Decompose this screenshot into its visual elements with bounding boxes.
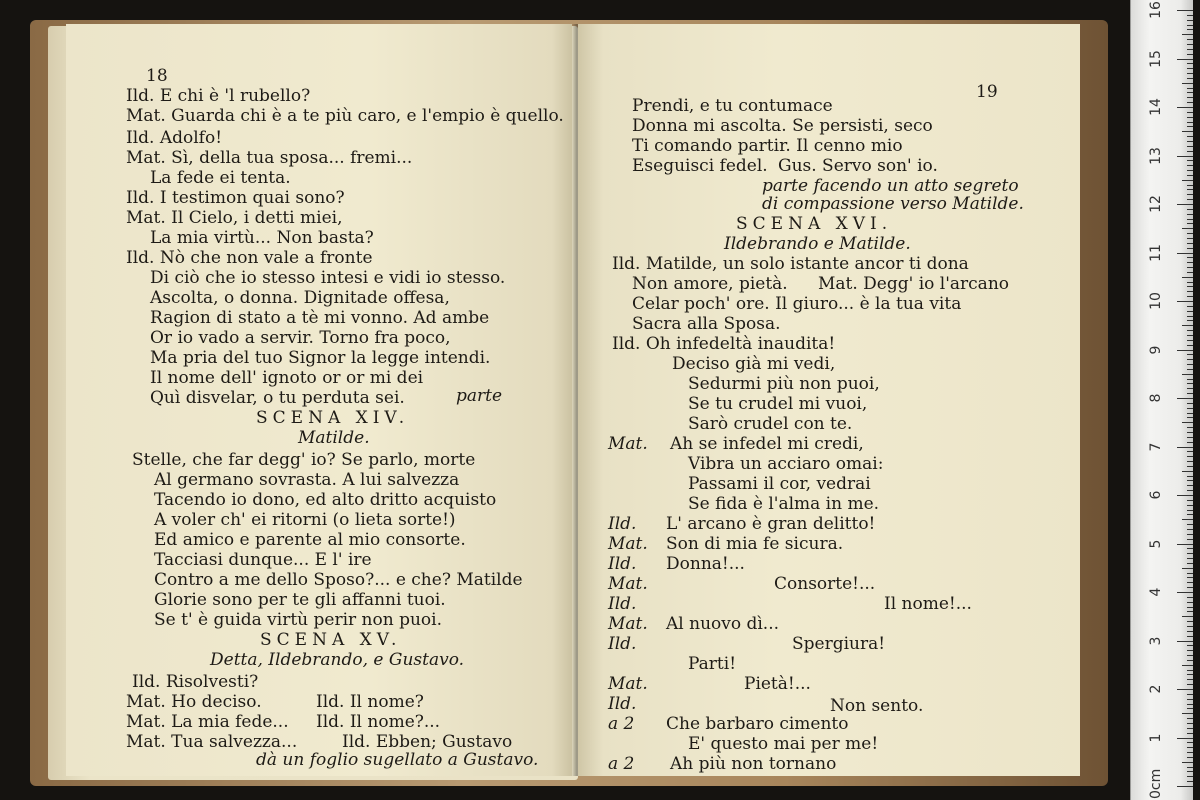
ruler-tick (1187, 15, 1193, 16)
text-line: La mia virtù... Non basta? (150, 228, 374, 248)
ruler-tick (1177, 301, 1193, 302)
ruler-tick (1187, 577, 1193, 578)
text-line: Che barbaro cimento (666, 714, 849, 734)
ruler-tick (1187, 573, 1193, 574)
ruler-tick (1177, 10, 1193, 11)
text-line: Stelle, che far degg' io? Se parlo, morte (132, 450, 476, 470)
text-line: Tacendo io dono, ed alto dritto acquisto (154, 490, 497, 510)
ruler-tick (1187, 524, 1193, 525)
ruler-tick (1187, 660, 1193, 661)
text-line: Ti comando partir. Il cenno mio (632, 136, 903, 156)
ruler-tick (1187, 597, 1193, 598)
ruler-tick (1187, 733, 1193, 734)
ruler-tick (1177, 107, 1193, 108)
ruler-tick (1187, 611, 1193, 612)
ruler-tick (1187, 165, 1193, 166)
ruler-tick (1187, 316, 1193, 317)
text-line: Se tu crudel mi vuoi, (688, 394, 868, 414)
ruler-tick (1187, 286, 1193, 287)
stage-direction: di compassione verso Matilde. (762, 194, 1024, 214)
ruler-tick (1187, 214, 1193, 215)
ruler-tick (1187, 466, 1193, 467)
ruler-tick (1187, 679, 1193, 680)
speaker-label: a 2 (608, 714, 635, 734)
ruler-tick (1187, 383, 1193, 384)
ruler-tick (1187, 403, 1193, 404)
ruler-tick (1187, 451, 1193, 452)
text-line: Deciso già mi vedi, (672, 354, 836, 374)
ruler-tick (1187, 39, 1193, 40)
ruler-tick (1187, 122, 1193, 123)
ruler-tick (1187, 29, 1193, 30)
ruler-tick (1187, 539, 1193, 540)
ruler-tick (1187, 480, 1193, 481)
text-line: Mat. Il Cielo, i detti miei, (126, 208, 343, 228)
ruler-tick (1187, 92, 1193, 93)
ruler-tick (1187, 170, 1193, 171)
ruler-tick (1187, 510, 1193, 511)
ruler-tick (1187, 88, 1193, 89)
text-line: Mat. Degg' io l'arcano (818, 274, 1010, 294)
ruler-number: 14 (1148, 98, 1164, 116)
text-line: Pietà!... (744, 674, 811, 694)
ruler-tick (1187, 645, 1193, 646)
text-line: Sedurmi più non puoi, (688, 374, 880, 394)
ruler-tick (1187, 194, 1193, 195)
ruler-tick (1182, 762, 1193, 763)
text-line: Non sento. (830, 696, 924, 716)
ruler-number: 13 (1148, 146, 1164, 165)
scene-characters: Matilde. (298, 428, 370, 448)
ruler-tick (1177, 398, 1193, 399)
ruler-tick (1187, 674, 1193, 675)
text-line: Ed amico e parente al mio consorte. (154, 530, 466, 550)
ruler-tick (1187, 757, 1193, 758)
ruler-number: 12 (1148, 195, 1164, 213)
ruler-tick (1187, 117, 1193, 118)
ruler-tick (1187, 233, 1193, 234)
ruler-number: 0cm (1148, 768, 1164, 799)
ruler-tick (1187, 563, 1193, 564)
ruler-tick (1187, 548, 1193, 549)
scene-characters: Ildebrando e Matilde. (724, 234, 911, 254)
ruler-tick (1177, 689, 1193, 690)
text-line: L' arcano è gran delitto! (666, 514, 876, 534)
ruler-tick (1187, 345, 1193, 346)
speaker-label: Mat. (608, 674, 648, 694)
ruler-tick (1187, 320, 1193, 321)
ruler-tick (1187, 631, 1193, 632)
ruler-tick (1177, 592, 1193, 593)
speaker-label: Ild. (608, 554, 637, 574)
ruler-tick (1187, 335, 1193, 336)
ruler-tick (1177, 544, 1193, 545)
ruler-tick (1187, 311, 1193, 312)
ruler-tick (1187, 68, 1193, 69)
ruler-tick (1187, 369, 1193, 370)
ruler-tick (1177, 204, 1193, 205)
ruler-tick (1187, 582, 1193, 583)
ruler-tick (1187, 432, 1193, 433)
ruler-tick (1187, 417, 1193, 418)
text-line: Sarò crudel con te. (688, 414, 853, 434)
page-number: 18 (146, 66, 168, 86)
scene-characters: Detta, Ildebrando, e Gustavo. (210, 650, 465, 670)
right-page (578, 24, 1080, 776)
ruler-tick (1187, 257, 1193, 258)
ruler-tick (1187, 413, 1193, 414)
ruler-number: 11 (1148, 243, 1164, 262)
ruler-tick (1187, 456, 1193, 457)
text-line: Tacciasi dunque... E l' ire (154, 550, 372, 570)
ruler-tick (1182, 277, 1193, 278)
speaker-label: Ild. (608, 634, 637, 654)
ruler-tick (1187, 151, 1193, 152)
text-line: Contro a me dello Sposo?... e che? Matilde (154, 570, 523, 590)
speaker-label: Mat. (608, 534, 648, 554)
text-line: Mat. La mia fede... (126, 712, 289, 732)
ruler-tick (1187, 209, 1193, 210)
ruler-tick (1187, 514, 1193, 515)
ruler-tick (1187, 476, 1193, 477)
ruler-number: 16 (1148, 1, 1164, 19)
ruler-tick (1187, 558, 1193, 559)
ruler-tick (1187, 670, 1193, 671)
ruler-tick (1187, 354, 1193, 355)
ruler-tick (1177, 156, 1193, 157)
ruler-tick (1182, 471, 1193, 472)
text-line: Il nome dell' ignoto or or mi dei (150, 368, 424, 388)
ruler-tick (1187, 553, 1193, 554)
ruler-tick (1187, 340, 1193, 341)
ruler-number: 7 (1148, 442, 1164, 451)
ruler-tick (1187, 771, 1193, 772)
stage-direction: parte (456, 386, 503, 406)
ruler-tick (1177, 641, 1193, 642)
ruler-tick (1187, 97, 1193, 98)
ruler-tick (1187, 185, 1193, 186)
text-line: Di ciò che io stesso intesi e vidi io stesso. (150, 268, 506, 288)
ruler-tick (1187, 102, 1193, 103)
ruler-number: 4 (1148, 587, 1164, 597)
ruler-tick (1187, 776, 1193, 777)
ruler-tick (1187, 747, 1193, 748)
ruler-tick (1187, 262, 1193, 263)
ruler-tick (1187, 684, 1193, 685)
ruler-tick (1187, 699, 1193, 700)
ruler-tick (1182, 228, 1193, 229)
text-line: Celar poch' ore. Il giuro... è la tua vita (632, 294, 962, 314)
ruler-tick (1187, 136, 1193, 137)
ruler-tick (1177, 59, 1193, 60)
ruler-tick (1187, 44, 1193, 45)
text-line: Ragion di stato a tè mi vonno. Ad ambe (150, 308, 490, 328)
ruler-tick (1182, 83, 1193, 84)
text-line: A voler ch' ei ritorni (o lieta sorte!) (154, 510, 456, 530)
ruler-tick (1182, 713, 1193, 714)
ruler-tick (1187, 238, 1193, 239)
ruler-tick (1187, 437, 1193, 438)
text-line: Ild. Oh infedeltà inaudita! (612, 334, 836, 354)
ruler-tick (1187, 282, 1193, 283)
ruler-tick (1187, 529, 1193, 530)
text-line: Ah se infedel mi credi, (670, 434, 864, 454)
ruler-tick (1187, 359, 1193, 360)
ruler-tick (1187, 296, 1193, 297)
ruler-tick (1187, 636, 1193, 637)
ruler-tick (1187, 602, 1193, 603)
ruler-tick (1187, 461, 1193, 462)
text-line: Son di mia fe sicura. (666, 534, 844, 554)
text-line: La fede ei tenta. (150, 168, 291, 188)
left-page (66, 24, 572, 776)
speaker-label: Mat. (608, 434, 648, 454)
text-line: Mat. Guarda chi è a te più caro, e l'empio è quello. (126, 106, 564, 126)
ruler-tick (1187, 723, 1193, 724)
text-line: Ild. E chi è 'l rubello? (126, 86, 311, 106)
ruler-tick (1187, 219, 1193, 220)
text-line: Al germano sovrasta. A lui salvezza (154, 470, 460, 490)
ruler-tick (1187, 243, 1193, 244)
ruler-tick (1187, 490, 1193, 491)
speaker-label: Ild. (608, 694, 637, 714)
text-line: Mat. Ho deciso. (126, 692, 262, 712)
ruler-tick (1182, 325, 1193, 326)
ruler-tick (1187, 650, 1193, 651)
ruler-tick (1187, 223, 1193, 224)
ruler-tick (1187, 25, 1193, 26)
ruler-tick (1187, 655, 1193, 656)
text-line: Ild. Adolfo! (126, 128, 223, 148)
text-line: Parti! (688, 654, 737, 674)
ruler-tick (1187, 54, 1193, 55)
scene-heading: SCENA XV. (260, 630, 402, 650)
text-line: Ild. Il nome?... (316, 712, 441, 732)
ruler-tick (1187, 141, 1193, 142)
speaker-label: Mat. (608, 574, 648, 594)
ruler-tick (1187, 73, 1193, 74)
text-line: Il nome!... (884, 594, 972, 614)
stage-direction: dà un foglio sugellato a Gustavo. (256, 750, 539, 770)
ruler-tick (1182, 616, 1193, 617)
ruler-tick (1187, 442, 1193, 443)
ruler-tick (1187, 500, 1193, 501)
ruler-tick (1182, 374, 1193, 375)
text-line: Donna mi ascolta. Se persisti, seco (632, 116, 933, 136)
text-line: Ah più non tornano (670, 754, 837, 774)
ruler-number: 10 (1148, 292, 1164, 310)
measuring-ruler (1130, 0, 1193, 800)
ruler-tick (1177, 253, 1193, 254)
text-line: Ild. I testimon quai sono? (126, 188, 345, 208)
text-line: Spergiura! (792, 634, 886, 654)
text-line: Gus. Servo son' io. (778, 156, 938, 176)
text-line: Consorte!... (774, 574, 876, 594)
text-line: Vibra un acciaro omai: (688, 454, 884, 474)
ruler-tick (1177, 447, 1193, 448)
ruler-tick (1187, 718, 1193, 719)
ruler-tick (1187, 112, 1193, 113)
stage-direction: parte facendo un atto segreto (762, 176, 1019, 196)
ruler-tick (1187, 626, 1193, 627)
speaker-label: Ild. (608, 514, 637, 534)
text-line: Ild. Nò che non vale a fronte (126, 248, 373, 268)
text-line: Donna!... (666, 554, 745, 574)
speaker-label: Mat. (608, 614, 648, 634)
ruler-number: 8 (1148, 393, 1164, 403)
ruler-number: 3 (1148, 636, 1164, 645)
ruler-number: 2 (1148, 684, 1164, 694)
ruler-tick (1187, 175, 1193, 176)
ruler-number: 6 (1148, 490, 1164, 500)
ruler-tick (1187, 146, 1193, 147)
ruler-tick (1187, 427, 1193, 428)
ruler-number: 15 (1148, 49, 1164, 68)
ruler-tick (1187, 20, 1193, 21)
scene-heading: SCENA XIV. (256, 408, 410, 428)
ruler-tick (1187, 63, 1193, 64)
text-line: Sacra alla Sposa. (632, 314, 781, 334)
ruler-tick (1182, 665, 1193, 666)
text-line: Mat. Tua salvezza... (126, 732, 298, 752)
text-line: E' questo mai per me! (688, 734, 879, 754)
ruler-number: 5 (1148, 539, 1164, 548)
text-line: Quì disvelar, o tu perduta sei. (150, 388, 405, 408)
ruler-tick (1187, 379, 1193, 380)
ruler-tick (1187, 781, 1193, 782)
ruler-tick (1187, 248, 1193, 249)
ruler-tick (1177, 738, 1193, 739)
text-line: Ma pria del tuo Signor la legge intendi. (150, 348, 491, 368)
text-line: Or io vado a servir. Torno fra poco, (150, 328, 451, 348)
ruler-tick (1182, 519, 1193, 520)
text-line: Se fida è l'alma in me. (688, 494, 880, 514)
ruler-tick (1187, 49, 1193, 50)
ruler-tick (1177, 495, 1193, 496)
ruler-tick (1187, 78, 1193, 79)
text-line: Ild. Risolvesti? (132, 672, 259, 692)
ruler-tick (1187, 272, 1193, 273)
ruler-tick (1187, 393, 1193, 394)
ruler-tick (1182, 568, 1193, 569)
ruler-tick (1187, 364, 1193, 365)
page-number: 19 (976, 82, 998, 102)
text-line: Al nuovo dì... (666, 614, 780, 634)
speaker-label: Ild. (608, 594, 637, 614)
ruler-tick (1187, 694, 1193, 695)
ruler-tick (1187, 742, 1193, 743)
speaker-label: a 2 (608, 754, 635, 774)
scene-heading: SCENA XVI. (736, 214, 893, 234)
text-line: Glorie sono per te gli affanni tuoi. (154, 590, 446, 610)
ruler-tick (1187, 267, 1193, 268)
text-line: Se t' è guida virtù perir non puoi. (154, 610, 443, 630)
ruler-tick (1187, 621, 1193, 622)
ruler-tick (1187, 728, 1193, 729)
ruler-tick (1182, 131, 1193, 132)
ruler-tick (1187, 291, 1193, 292)
text-line: Ild. Ebben; Gustavo (342, 732, 513, 752)
ruler-tick (1182, 180, 1193, 181)
ruler-tick (1187, 587, 1193, 588)
ruler-tick (1187, 189, 1193, 190)
ruler-tick (1187, 388, 1193, 389)
ruler-tick (1187, 126, 1193, 127)
ruler-tick (1187, 160, 1193, 161)
ruler-tick (1187, 306, 1193, 307)
text-line: Ild. Matilde, un solo istante ancor ti dona (612, 254, 969, 274)
ruler-tick (1187, 330, 1193, 331)
ruler-tick (1177, 350, 1193, 351)
ruler-tick (1187, 752, 1193, 753)
ruler-tick (1187, 708, 1193, 709)
ruler-tick (1182, 34, 1193, 35)
ruler-tick (1182, 422, 1193, 423)
ruler-tick (1187, 505, 1193, 506)
text-line: Ild. Il nome? (316, 692, 424, 712)
text-line: Prendi, e tu contumace (632, 96, 833, 116)
text-line: Eseguisci fedel. (632, 156, 768, 176)
ruler-tick (1187, 767, 1193, 768)
ruler-tick (1187, 704, 1193, 705)
ruler-number: 9 (1148, 345, 1164, 354)
ruler-number: 1 (1148, 733, 1164, 742)
text-line: Ascolta, o donna. Dignitade offesa, (150, 288, 450, 308)
ruler-tick (1177, 786, 1193, 787)
ruler-tick (1187, 408, 1193, 409)
ruler-tick (1187, 199, 1193, 200)
text-line: Passami il cor, vedrai (688, 474, 871, 494)
ruler-tick (1187, 534, 1193, 535)
text-line: Non amore, pietà. (632, 274, 788, 294)
ruler-tick (1187, 607, 1193, 608)
text-line: Mat. Sì, della tua sposa... fremi... (126, 148, 413, 168)
ruler-tick (1187, 485, 1193, 486)
